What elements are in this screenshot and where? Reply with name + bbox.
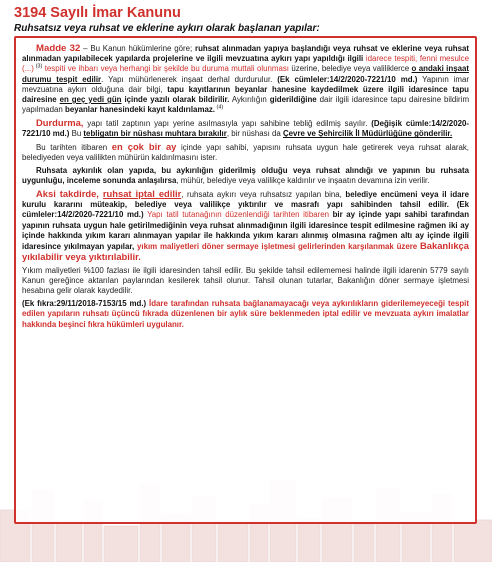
- text-bold: (Değişik cümle:14/2/2020-7221/10 md.): [22, 119, 469, 139]
- text-red-bold: İdare tarafından ruhsata bağlanamayacağı veya aykırılıkların giderilemeyeceği tespit edilen yapıların ruhsatı üçüncü fıkrada düzenlenen bir aylık süre beklenmeden iptal edilir ve mevzuata aykırı imalatlar hakkında beşinci fıkra hükümleri uygulanır.: [22, 299, 469, 329]
- text-bold: belediye encümeni veya il idare kurulu kararını müteakip, belediye veya valilikçe yıktırılır ve masrafı yapı sahibinden tahsil edilir. (Ek cümleler:14/2/2020-7221/10 md.): [22, 190, 469, 220]
- text-bold: beyanlar hanesindeki kayıt kaldırılamaz.: [65, 105, 215, 115]
- text: dair ilgili idaresince tapu dairesine bildirim yapılmadan: [22, 95, 470, 115]
- text: Yıkım maliyetleri %100 fazlası ile ilgili idaresinden tahsil edilir. Bu şekilde tahsil edilememesi halinde ilgili idarenin 5779 sayılı Kanun gereğince aktarılan paylarından kesilerek tahsil olunur. Tahsil olunan tutarlar, Bakanlığın döner sermaye işletmesi hesabına gelir olarak kaydedilir.: [22, 266, 469, 296]
- text-bold-underline: Çevre ve Şehircilik İl Müdürlüğüne gönderilir.: [282, 129, 453, 139]
- text-bold-underline: o andaki inşaat durumu tespit edilir: [22, 64, 469, 84]
- text: Aykırılığın: [229, 95, 270, 105]
- text-red-bold: en çok bir ay: [111, 141, 177, 153]
- paragraph-1: [22, 44, 469, 115]
- text-red: Yapı tatil tutanağının düzenlendiği tarihten itibaren: [143, 210, 333, 220]
- paragraph-6: [22, 266, 469, 297]
- footnote-ref: (4): [215, 104, 224, 111]
- page-subtitle: Ruhsatsız veya ruhsat ve eklerine aykırı olarak başlanan yapılar:: [14, 23, 320, 34]
- text: Bu tarihten itibaren: [36, 143, 112, 153]
- paragraph-2: [22, 118, 469, 139]
- text-red: idarece tespiti, fenni mesulce (...): [22, 54, 469, 74]
- text-bold: bir ay içinde yapı sahibi tarafından yapının ruhsata uygun hale getirilmediğinin veya ruhsat alınmadığının ilgili idaresince tespit edilmesine rağmen iki ay içinde hakkında yıkım kararı alınmayan yapılar ile hakkında yıkım kararı alınmış olmasına rağmen altı ay içinde ilgili idaresince yıkılmayan yapılar,: [22, 210, 470, 252]
- header: [14, 4, 478, 35]
- text: , ruhsata aykırı veya ruhsatsız yapılan bina,: [181, 190, 346, 200]
- paragraph-7: [22, 299, 469, 330]
- text: Yapının imar mevzuatına aykırı olduğuna dair bilgi,: [22, 74, 470, 94]
- text: içinde yapı sahibi, yapısını ruhsata uygun hale getirerek veya ruhsat alarak, belediyeden veya valilikten mühürün kaldırılmasını ister.: [22, 143, 469, 163]
- text-bold: içinde yazılı olarak bildirilir.: [121, 95, 230, 105]
- article-frame: [14, 36, 477, 524]
- paragraph-4: [22, 166, 469, 186]
- text-bold: ruhsat alınmadan yapıya başlandığı veya ruhsat ve eklerine veya ruhsat alınmadan yapılabilecek yapılarda projelerine ve ilgili mevzuatına aykırı yapı yapıldığı ilgili: [22, 44, 469, 64]
- text-red: tespiti ve ihbarı veya herhangi bir şekilde bu duruma muttali olunması: [42, 64, 289, 74]
- text-red-bold: Durdurma,: [36, 117, 84, 129]
- article-number: Madde 32: [36, 43, 81, 54]
- text: , bir nüshası da: [226, 129, 283, 139]
- article-content: [22, 44, 469, 332]
- text: Bu: [69, 129, 84, 139]
- text-bold-underline: en geç yedi gün: [59, 95, 122, 105]
- text-red-bold: Aksi takdirde,: [36, 188, 103, 200]
- text: yapı tatil zaptının yapı yerine asılmasıyla yapı sahibine tebliğ edilmiş sayılır.: [83, 119, 372, 129]
- text-red-bold-underline: ruhsat iptal edilir: [102, 188, 182, 200]
- text-bold: (Ek cümleler:14/2/2020-7221/10 md.): [277, 74, 418, 84]
- text-red-bold: Bakanlıkça yıkılabilir veya yıktırılabilir.: [22, 240, 469, 263]
- text-bold: (Ek fıkra:29/11/2018-7153/15 md.): [22, 299, 147, 309]
- paragraph-3: [22, 142, 469, 163]
- text-red-bold: yıkım maliyetleri döner sermaye işletmesi gelirlerinden karşılanmak üzere: [137, 242, 420, 252]
- text-bold-underline: tebligatın bir nüshası muhtara bırakılır: [83, 129, 227, 139]
- page-title: 3194 Sayılı İmar Kanunu: [14, 5, 181, 21]
- text-bold: Ruhsata aykırılık olan yapıda, bu aykırılığın giderilmiş olduğu veya ruhsat alındığı ve yapının bu ruhsata uygunluğu, inceleme sonunda anlaşılırsa: [22, 166, 469, 186]
- text: . Yapı mühürlenerek inşaat derhal durdurulur.: [101, 74, 278, 84]
- text: üzerine, belediye veya valiliklerce: [288, 64, 412, 74]
- text: – Bu Kanun hükümlerine göre;: [80, 44, 196, 53]
- text-bold: tapu kayıtlarının beyanlar hanesine kaydedilmek üzere ilgili idaresince tapu dairesine: [22, 84, 469, 105]
- footnote-ref: (3): [33, 63, 43, 70]
- text-bold: giderildiğine: [269, 95, 317, 105]
- paragraph-5: [22, 189, 469, 263]
- text: , mühür, belediye veya valilikçe kaldırılır ve inşaatın devamına izin verilir.: [176, 176, 430, 186]
